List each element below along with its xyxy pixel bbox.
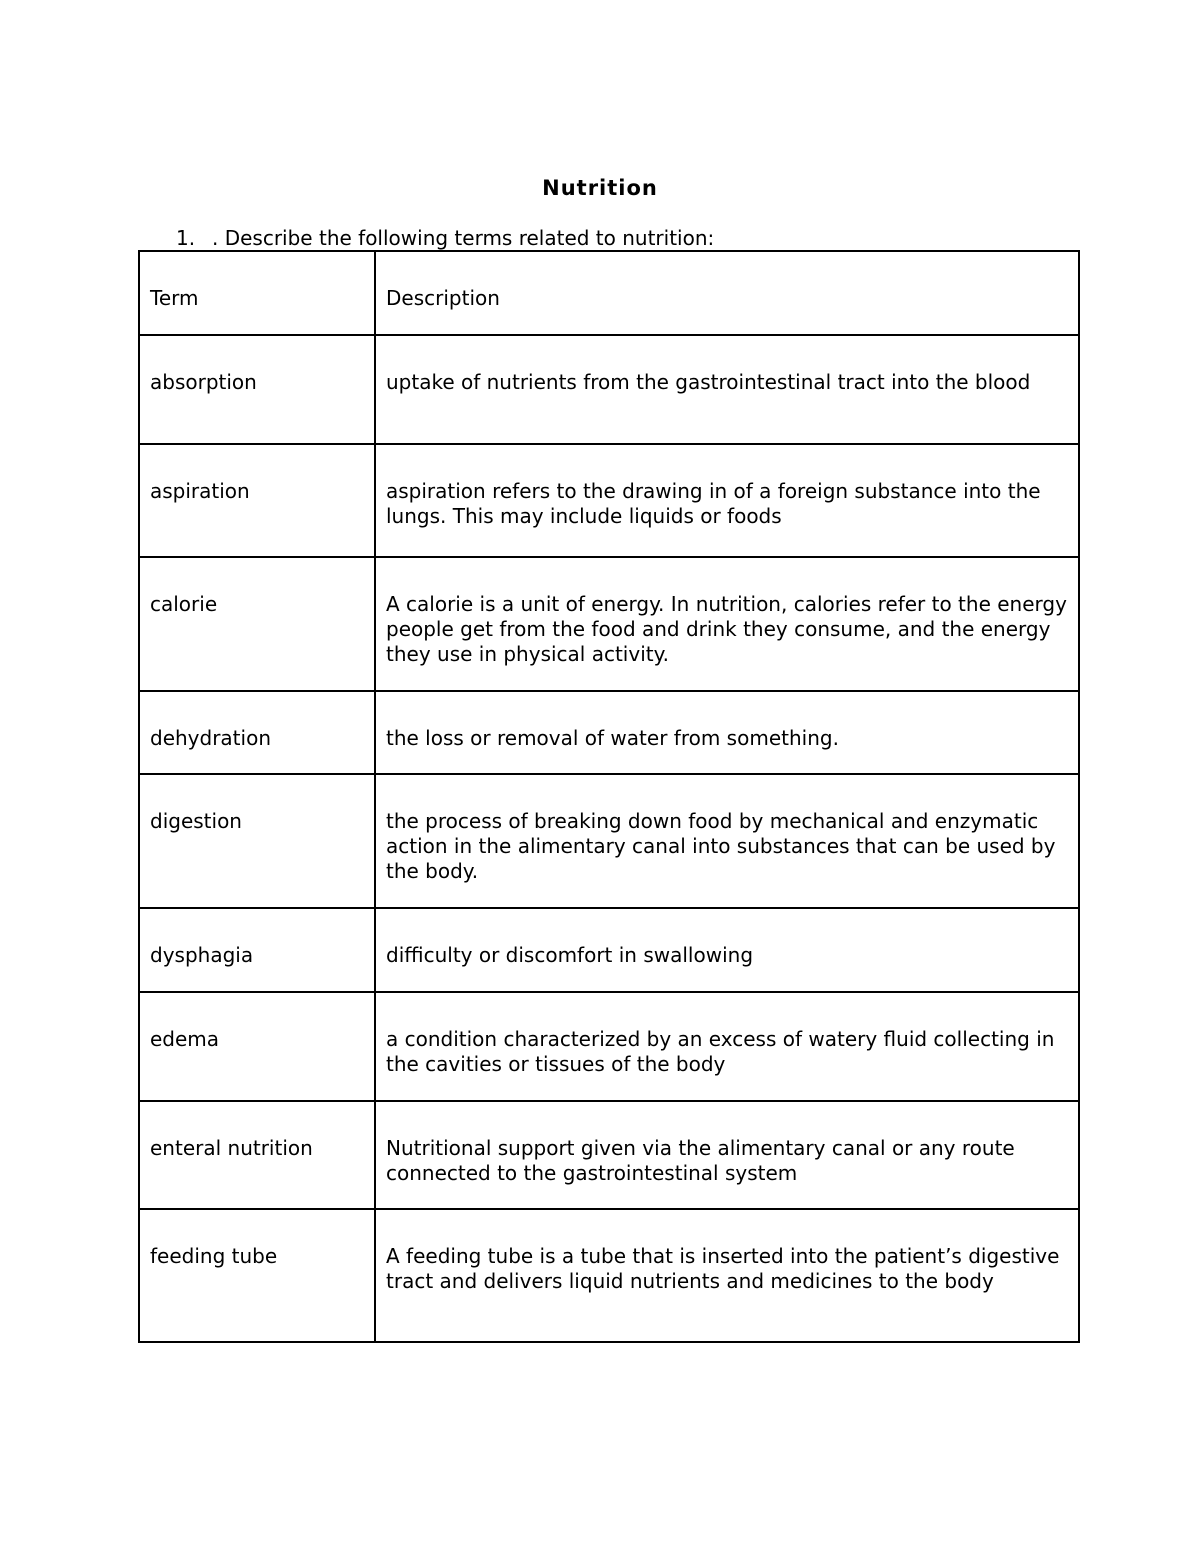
term-cell: dehydration <box>139 691 375 774</box>
terms-table <box>138 250 1080 1343</box>
description-cell: uptake of nutrients from the gastrointestinal tract into the blood <box>375 335 1079 444</box>
page-title: Nutrition <box>542 176 658 200</box>
table-row <box>139 1209 1079 1342</box>
table-row <box>139 992 1079 1101</box>
description-cell: A calorie is a unit of energy. In nutrition, calories refer to the energy people get from the food and drink they consume, and the energy they use in physical activity. <box>375 557 1079 691</box>
question-prompt <box>176 224 714 252</box>
term-cell: enteral nutrition <box>139 1101 375 1209</box>
question-text: . Describe the following terms related to nutrition: <box>212 226 715 250</box>
description-cell: difficulty or discomfort in swallowing <box>375 908 1079 992</box>
term-cell: calorie <box>139 557 375 691</box>
term-cell: edema <box>139 992 375 1101</box>
description-cell: the process of breaking down food by mechanical and enzymatic action in the alimentary canal into substances that can be used by the body. <box>375 774 1079 908</box>
header-term: Term <box>139 251 375 335</box>
table-row <box>139 1101 1079 1209</box>
term-cell: aspiration <box>139 444 375 557</box>
description-cell: the loss or removal of water from something. <box>375 691 1079 774</box>
table-header-row <box>139 251 1079 335</box>
question-number: 1. <box>176 226 196 250</box>
table-row <box>139 335 1079 444</box>
table-row <box>139 774 1079 908</box>
header-description: Description <box>375 251 1079 335</box>
table-row <box>139 557 1079 691</box>
term-cell: feeding tube <box>139 1209 375 1342</box>
term-cell: dysphagia <box>139 908 375 992</box>
table-row <box>139 444 1079 557</box>
term-cell: absorption <box>139 335 375 444</box>
description-cell: aspiration refers to the drawing in of a foreign substance into the lungs. This may include liquids or foods <box>375 444 1079 557</box>
description-cell: Nutritional support given via the alimentary canal or any route connected to the gastrointestinal system <box>375 1101 1079 1209</box>
table-row <box>139 908 1079 992</box>
term-cell: digestion <box>139 774 375 908</box>
description-cell: a condition characterized by an excess of watery fluid collecting in the cavities or tissues of the body <box>375 992 1079 1101</box>
table-row <box>139 691 1079 774</box>
description-cell: A feeding tube is a tube that is inserted into the patient’s digestive tract and delivers liquid nutrients and medicines to the body <box>375 1209 1079 1342</box>
